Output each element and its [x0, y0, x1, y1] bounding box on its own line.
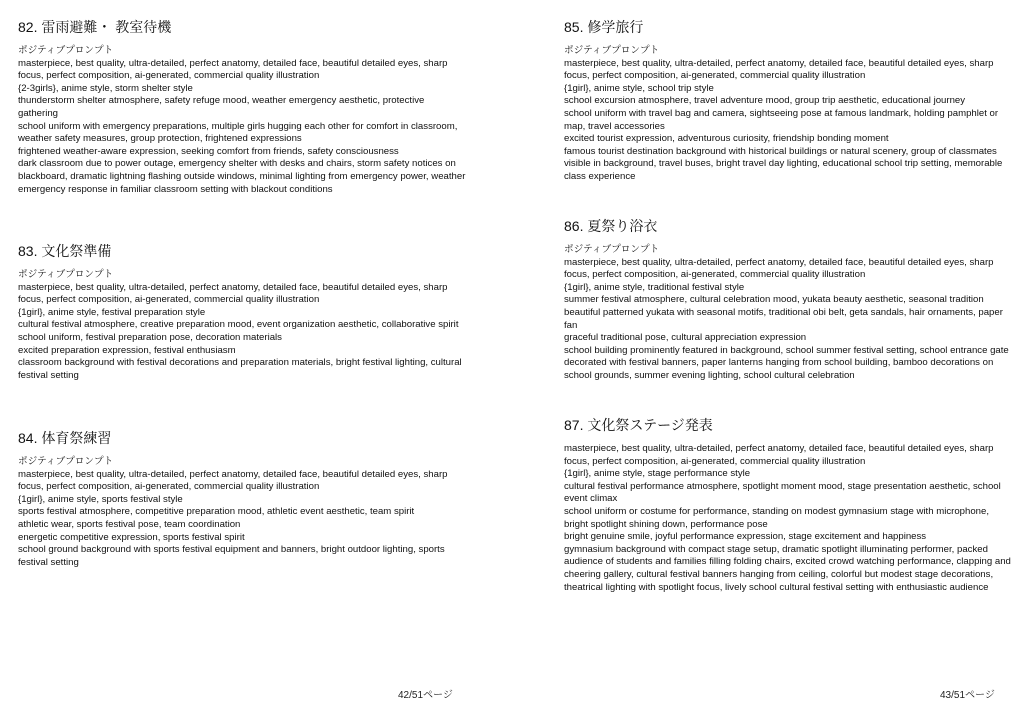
prompt-lines — [564, 443, 1012, 594]
prompt-line: {1girl}, anime style, school trip style — [564, 82, 714, 94]
prompt-line: school ground background with sports festival equipment and banners, bright outdoor lighting, sports festival setting — [18, 544, 445, 568]
prompt-line: cultural festival performance atmosphere, spotlight moment mood, stage presentation aesthetic, school event climax — [564, 480, 1001, 505]
prompt-lines — [18, 469, 466, 570]
prompt-line: sports festival atmosphere, competitive preparation mood, athletic event aesthetic, team spirit — [18, 506, 415, 518]
prompt-label: ポジティブプロンプト — [564, 45, 660, 56]
section-title: 83. 文化祭準備 — [18, 243, 112, 259]
section-title: 87. 文化祭ステージ発表 — [564, 417, 713, 433]
prompt-line: excited preparation expression, festival enthusiasm — [18, 344, 236, 356]
prompt-line: {2-3girls}, anime style, storm shelter style — [18, 82, 193, 94]
section-83 — [18, 242, 466, 382]
prompt-line: {1girl}, anime style, sports festival style — [18, 493, 183, 505]
prompt-line: summer festival atmosphere, cultural celebration mood, yukata beauty aesthetic, seasonal tradition — [564, 294, 984, 306]
prompt-label: ポジティブプロンプト — [18, 269, 114, 280]
section-title: 86. 夏祭り浴衣 — [564, 218, 658, 234]
section-title: 85. 修学旅行 — [564, 19, 644, 35]
section-title: 82. 雷雨避難・ 教室待機 — [18, 19, 172, 35]
prompt-line: famous tourist destination background with historical buildings or natural scenery, group of classmates visible in background, travel buses, bright travel day lighting, educational school trip setting, memorable class experience — [564, 145, 1003, 182]
prompt-line: school excursion atmosphere, travel adventure mood, group trip aesthetic, educational journey — [564, 95, 966, 107]
prompt-line: {1girl}, anime style, traditional festival style — [564, 281, 745, 293]
page-number: 42/51ページ — [398, 690, 453, 701]
prompt-lines — [564, 257, 1012, 383]
prompt-line: school uniform with travel bag and camera, sightseeing pose at famous landmark, holding pamphlet or map, travel accessories — [564, 107, 999, 132]
prompt-line: beautiful patterned yukata with seasonal motifs, traditional obi belt, geta sandals, hair ornaments, paper fan — [564, 306, 1003, 331]
prompt-line: school uniform or costume for performance, standing on modest gymnasium stage with microphone, bright spotlight shining down, performance pose — [564, 505, 989, 530]
prompt-label: ポジティブプロンプト — [18, 45, 114, 56]
prompt-line: masterpiece, best quality, ultra-detailed, perfect anatomy, detailed face, beautiful detailed eyes, sharp focus, perfect composition, ai-generated, commercial quality illustration — [18, 281, 448, 306]
prompt-line: school uniform with emergency preparations, multiple girls hugging each other for comfort in classroom, weather safety measures, group protection, frightened expressions — [18, 120, 458, 145]
page-number: 43/51ページ — [940, 690, 995, 701]
section-84 — [18, 429, 466, 569]
prompt-label: ポジティブプロンプト — [18, 456, 114, 467]
section-title: 84. 体育祭練習 — [18, 430, 112, 446]
section-85 — [564, 18, 1012, 184]
prompt-label: ポジティブプロンプト — [564, 244, 660, 255]
prompt-line: thunderstorm shelter atmosphere, safety refuge mood, weather emergency aesthetic, protective gathering — [18, 95, 425, 119]
prompt-line: school building prominently featured in background, school summer festival setting, school entrance gate decorated with festival banners, paper lanterns hanging from school building, bamboo decorations on school grounds, summer evening lighting, school cultural celebration — [564, 344, 1009, 381]
prompt-line: excited tourist expression, adventurous curiosity, friendship bonding moment — [564, 133, 889, 145]
page-43 — [512, 0, 1024, 712]
prompt-line: masterpiece, best quality, ultra-detailed, perfect anatomy, detailed face, beautiful detailed eyes, sharp focus, perfect composition, ai-generated, commercial quality illustration — [564, 57, 994, 82]
prompt-line: masterpiece, best quality, ultra-detailed, perfect anatomy, detailed face, beautiful detailed eyes, sharp focus, perfect composition, ai-generated, commercial quality illustration — [18, 468, 448, 493]
prompt-lines — [18, 58, 466, 197]
section-82 — [18, 18, 466, 196]
prompt-lines — [564, 58, 1012, 184]
prompt-line: cultural festival atmosphere, creative preparation mood, event organization aesthetic, collaborative spirit — [18, 319, 459, 331]
prompt-line: bright genuine smile, joyful performance expression, stage excitement and happiness — [564, 531, 927, 543]
prompt-line: athletic wear, sports festival pose, team coordination — [18, 518, 241, 530]
prompt-line: graceful traditional pose, cultural appreciation expression — [564, 332, 807, 344]
prompt-line: frightened weather-aware expression, seeking comfort from friends, safety consciousness — [18, 145, 399, 157]
prompt-line: classroom background with festival decorations and preparation materials, bright festival lighting, cultural festival setting — [18, 357, 462, 381]
section-87 — [564, 416, 1012, 594]
prompt-line: masterpiece, best quality, ultra-detailed, perfect anatomy, detailed face, beautiful detailed eyes, sharp focus, perfect composition, ai-generated, commercial quality illustration — [564, 256, 994, 281]
prompt-line: masterpiece, best quality, ultra-detailed, perfect anatomy, detailed face, beautiful detailed eyes, sharp focus, perfect composition, ai-generated, commercial quality illustration — [18, 57, 448, 82]
prompt-lines — [18, 282, 466, 383]
prompt-line: energetic competitive expression, sports festival spirit — [18, 531, 245, 543]
prompt-line: {1girl}, anime style, festival preparation style — [18, 306, 206, 318]
section-86 — [564, 217, 1012, 383]
prompt-line: dark classroom due to power outage, emergency shelter with desks and chairs, storm safety notices on blackboard, dramatic lightning flashing outside windows, minimal lighting from emergency power, weather emergency response in familiar classroom setting with blackout conditions — [18, 158, 466, 195]
prompt-line: school uniform, festival preparation pose, decoration materials — [18, 331, 282, 343]
prompt-line: gymnasium background with compact stage setup, dramatic spotlight illuminating performer, packed audience of students and families filling folding chairs, excited crowd watching performance, clapping and cheering gallery, cultural festival banners hanging from ceiling, colorful but modest stage decorations, theatrical lighting with spotlight focus, lively school cultural festival setting with enthusiastic audience — [564, 543, 1011, 593]
prompt-line: {1girl}, anime style, stage performance style — [564, 468, 751, 480]
prompt-line: masterpiece, best quality, ultra-detailed, perfect anatomy, detailed face, beautiful detailed eyes, sharp focus, perfect composition, ai-generated, commercial quality illustration — [564, 443, 994, 467]
